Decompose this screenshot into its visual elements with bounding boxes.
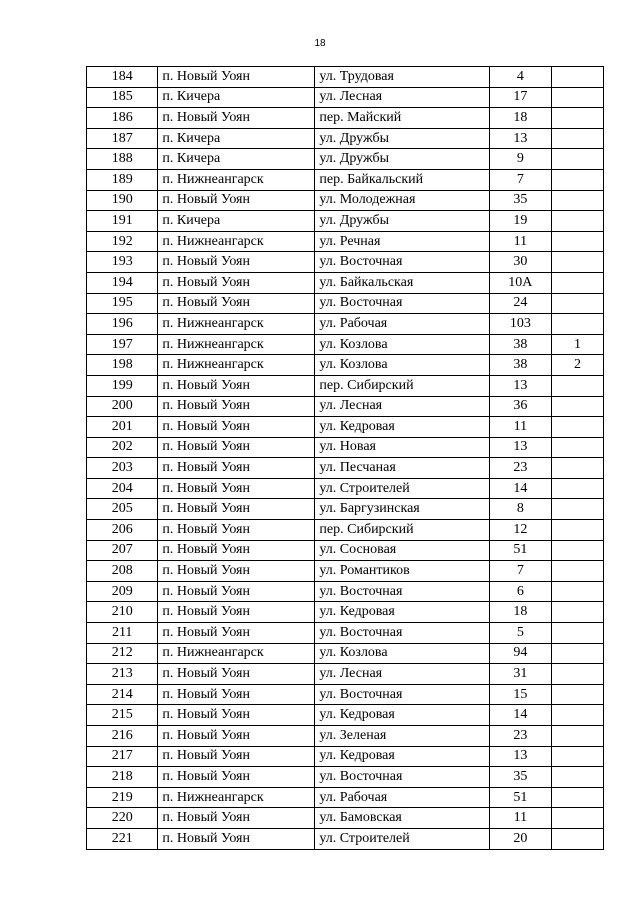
apartment-cell (551, 458, 603, 479)
apartment-cell (551, 314, 603, 335)
table-row (87, 293, 604, 314)
table-row (87, 787, 604, 808)
house-number-cell: 38 (489, 355, 551, 376)
settlement-cell: п. Новый Уоян (158, 375, 315, 396)
street-cell: ул. Восточная (315, 293, 489, 314)
row-number: 184 (87, 67, 158, 88)
settlement-cell: п. Новый Уоян (158, 499, 315, 520)
table-row (87, 767, 604, 788)
settlement-cell: п. Новый Уоян (158, 108, 315, 129)
street-cell: ул. Кедровая (315, 705, 489, 726)
apartment-cell (551, 231, 603, 252)
settlement-cell: п. Новый Уоян (158, 746, 315, 767)
house-number-cell: 11 (489, 808, 551, 829)
apartment-cell (551, 808, 603, 829)
apartment-cell (551, 828, 603, 849)
street-cell: ул. Кедровая (315, 602, 489, 623)
apartment-cell (551, 252, 603, 273)
settlement-cell: п. Нижнеангарск (158, 787, 315, 808)
house-number-cell: 17 (489, 87, 551, 108)
page-number: 18 (314, 38, 326, 49)
street-cell: ул. Рабочая (315, 314, 489, 335)
house-number-cell: 11 (489, 417, 551, 438)
table-row (87, 623, 604, 644)
row-number: 199 (87, 375, 158, 396)
row-number: 215 (87, 705, 158, 726)
street-cell: ул. Строителей (315, 828, 489, 849)
settlement-cell: п. Новый Уоян (158, 767, 315, 788)
street-cell: ул. Козлова (315, 355, 489, 376)
row-number: 212 (87, 643, 158, 664)
street-cell: ул. Кедровая (315, 746, 489, 767)
street-cell: ул. Восточная (315, 623, 489, 644)
house-number-cell: 4 (489, 67, 551, 88)
apartment-cell (551, 540, 603, 561)
house-number-cell: 10А (489, 272, 551, 293)
house-number-cell: 51 (489, 787, 551, 808)
table-row (87, 726, 604, 747)
settlement-cell: п. Новый Уоян (158, 272, 315, 293)
row-number: 197 (87, 334, 158, 355)
settlement-cell: п. Новый Уоян (158, 623, 315, 644)
row-number: 200 (87, 396, 158, 417)
row-number: 214 (87, 684, 158, 705)
table-row (87, 272, 604, 293)
settlement-cell: п. Новый Уоян (158, 252, 315, 273)
house-number-cell: 35 (489, 190, 551, 211)
row-number: 216 (87, 726, 158, 747)
street-cell: ул. Байкальская (315, 272, 489, 293)
house-number-cell: 20 (489, 828, 551, 849)
settlement-cell: п. Кичера (158, 149, 315, 170)
apartment-cell (551, 499, 603, 520)
street-cell: ул. Молодежная (315, 190, 489, 211)
house-number-cell: 8 (489, 499, 551, 520)
table-row (87, 67, 604, 88)
house-number-cell: 11 (489, 231, 551, 252)
table-row (87, 396, 604, 417)
apartment-cell (551, 87, 603, 108)
row-number: 201 (87, 417, 158, 438)
apartment-cell (551, 128, 603, 149)
settlement-cell: п. Новый Уоян (158, 561, 315, 582)
row-number: 188 (87, 149, 158, 170)
street-cell: ул. Дружбы (315, 128, 489, 149)
row-number: 192 (87, 231, 158, 252)
row-number: 217 (87, 746, 158, 767)
house-number-cell: 51 (489, 540, 551, 561)
apartment-cell (551, 561, 603, 582)
street-cell: ул. Лесная (315, 396, 489, 417)
apartment-cell (551, 417, 603, 438)
table-row (87, 643, 604, 664)
table-row (87, 499, 604, 520)
settlement-cell: п. Новый Уоян (158, 664, 315, 685)
settlement-cell: п. Новый Уоян (158, 684, 315, 705)
street-cell: ул. Лесная (315, 664, 489, 685)
row-number: 193 (87, 252, 158, 273)
table-row (87, 190, 604, 211)
address-table-body (87, 67, 604, 850)
house-number-cell: 19 (489, 211, 551, 232)
house-number-cell: 9 (489, 149, 551, 170)
house-number-cell: 30 (489, 252, 551, 273)
street-cell: пер. Сибирский (315, 520, 489, 541)
settlement-cell: п. Новый Уоян (158, 602, 315, 623)
house-number-cell: 35 (489, 767, 551, 788)
street-cell: ул. Трудовая (315, 67, 489, 88)
settlement-cell: п. Новый Уоян (158, 520, 315, 541)
house-number-cell: 7 (489, 169, 551, 190)
settlement-cell: п. Нижнеангарск (158, 169, 315, 190)
apartment-cell (551, 787, 603, 808)
street-cell: ул. Баргузинская (315, 499, 489, 520)
table-row (87, 581, 604, 602)
apartment-cell (551, 375, 603, 396)
settlement-cell: п. Новый Уоян (158, 293, 315, 314)
apartment-cell (551, 190, 603, 211)
street-cell: ул. Зеленая (315, 726, 489, 747)
row-number: 195 (87, 293, 158, 314)
apartment-cell (551, 478, 603, 499)
table-row (87, 314, 604, 335)
table-row (87, 664, 604, 685)
settlement-cell: п. Нижнеангарск (158, 643, 315, 664)
house-number-cell: 14 (489, 705, 551, 726)
house-number-cell: 7 (489, 561, 551, 582)
row-number: 186 (87, 108, 158, 129)
house-number-cell: 6 (489, 581, 551, 602)
house-number-cell: 5 (489, 623, 551, 644)
apartment-cell (551, 767, 603, 788)
settlement-cell: п. Новый Уоян (158, 478, 315, 499)
settlement-cell: п. Нижнеангарск (158, 334, 315, 355)
apartment-cell (551, 396, 603, 417)
apartment-cell (551, 211, 603, 232)
house-number-cell: 23 (489, 458, 551, 479)
street-cell: ул. Романтиков (315, 561, 489, 582)
house-number-cell: 13 (489, 437, 551, 458)
street-cell: ул. Восточная (315, 684, 489, 705)
house-number-cell: 94 (489, 643, 551, 664)
house-number-cell: 24 (489, 293, 551, 314)
apartment-cell (551, 581, 603, 602)
settlement-cell: п. Новый Уоян (158, 417, 315, 438)
settlement-cell: п. Новый Уоян (158, 726, 315, 747)
settlement-cell: п. Новый Уоян (158, 581, 315, 602)
settlement-cell: п. Новый Уоян (158, 808, 315, 829)
street-cell: ул. Восточная (315, 252, 489, 273)
street-cell: ул. Рабочая (315, 787, 489, 808)
table-row (87, 375, 604, 396)
settlement-cell: п. Новый Уоян (158, 396, 315, 417)
street-cell: ул. Строителей (315, 478, 489, 499)
address-table (86, 66, 604, 850)
apartment-cell: 1 (551, 334, 603, 355)
street-cell: ул. Козлова (315, 334, 489, 355)
row-number: 190 (87, 190, 158, 211)
house-number-cell: 18 (489, 108, 551, 129)
settlement-cell: п. Новый Уоян (158, 458, 315, 479)
street-cell: ул. Восточная (315, 767, 489, 788)
street-cell: ул. Дружбы (315, 149, 489, 170)
street-cell: ул. Кедровая (315, 417, 489, 438)
settlement-cell: п. Новый Уоян (158, 190, 315, 211)
row-number: 206 (87, 520, 158, 541)
row-number: 218 (87, 767, 158, 788)
row-number: 202 (87, 437, 158, 458)
table-row (87, 252, 604, 273)
street-cell: ул. Лесная (315, 87, 489, 108)
row-number: 187 (87, 128, 158, 149)
apartment-cell (551, 169, 603, 190)
settlement-cell: п. Нижнеангарск (158, 355, 315, 376)
row-number: 203 (87, 458, 158, 479)
apartment-cell (551, 664, 603, 685)
row-number: 196 (87, 314, 158, 335)
settlement-cell: п. Новый Уоян (158, 540, 315, 561)
street-cell: пер. Байкальский (315, 169, 489, 190)
apartment-cell (551, 746, 603, 767)
row-number: 204 (87, 478, 158, 499)
row-number: 209 (87, 581, 158, 602)
house-number-cell: 36 (489, 396, 551, 417)
house-number-cell: 38 (489, 334, 551, 355)
street-cell: ул. Козлова (315, 643, 489, 664)
apartment-cell (551, 623, 603, 644)
table-row (87, 211, 604, 232)
table-row (87, 478, 604, 499)
street-cell: ул. Речная (315, 231, 489, 252)
apartment-cell (551, 272, 603, 293)
row-number: 208 (87, 561, 158, 582)
settlement-cell: п. Новый Уоян (158, 828, 315, 849)
house-number-cell: 15 (489, 684, 551, 705)
row-number: 210 (87, 602, 158, 623)
row-number: 207 (87, 540, 158, 561)
apartment-cell (551, 520, 603, 541)
row-number: 198 (87, 355, 158, 376)
row-number: 219 (87, 787, 158, 808)
house-number-cell: 13 (489, 746, 551, 767)
table-row (87, 108, 604, 129)
table-row (87, 355, 604, 376)
table-row (87, 458, 604, 479)
apartment-cell (551, 726, 603, 747)
table-row (87, 684, 604, 705)
house-number-cell: 103 (489, 314, 551, 335)
house-number-cell: 23 (489, 726, 551, 747)
row-number: 211 (87, 623, 158, 644)
row-number: 213 (87, 664, 158, 685)
row-number: 221 (87, 828, 158, 849)
apartment-cell (551, 705, 603, 726)
row-number: 194 (87, 272, 158, 293)
apartment-cell (551, 437, 603, 458)
settlement-cell: п. Кичера (158, 128, 315, 149)
row-number: 189 (87, 169, 158, 190)
settlement-cell: п. Новый Уоян (158, 437, 315, 458)
settlement-cell: п. Новый Уоян (158, 67, 315, 88)
settlement-cell: п. Нижнеангарск (158, 231, 315, 252)
settlement-cell: п. Кичера (158, 87, 315, 108)
table-row (87, 231, 604, 252)
street-cell: ул. Сосновая (315, 540, 489, 561)
row-number: 185 (87, 87, 158, 108)
table-row (87, 128, 604, 149)
row-number: 205 (87, 499, 158, 520)
street-cell: ул. Восточная (315, 581, 489, 602)
table-row (87, 437, 604, 458)
apartment-cell (551, 108, 603, 129)
settlement-cell: п. Кичера (158, 211, 315, 232)
street-cell: пер. Сибирский (315, 375, 489, 396)
table-row (87, 334, 604, 355)
house-number-cell: 18 (489, 602, 551, 623)
table-row (87, 149, 604, 170)
table-row (87, 520, 604, 541)
house-number-cell: 12 (489, 520, 551, 541)
apartment-cell (551, 643, 603, 664)
table-row (87, 746, 604, 767)
table-row (87, 417, 604, 438)
apartment-cell (551, 67, 603, 88)
street-cell: ул. Песчаная (315, 458, 489, 479)
settlement-cell: п. Новый Уоян (158, 705, 315, 726)
table-row (87, 828, 604, 849)
apartment-cell: 2 (551, 355, 603, 376)
street-cell: пер. Майский (315, 108, 489, 129)
house-number-cell: 13 (489, 128, 551, 149)
row-number: 220 (87, 808, 158, 829)
house-number-cell: 31 (489, 664, 551, 685)
table-row (87, 808, 604, 829)
apartment-cell (551, 602, 603, 623)
street-cell: ул. Бамовская (315, 808, 489, 829)
table-row (87, 540, 604, 561)
apartment-cell (551, 293, 603, 314)
house-number-cell: 14 (489, 478, 551, 499)
street-cell: ул. Дружбы (315, 211, 489, 232)
table-row (87, 169, 604, 190)
house-number-cell: 13 (489, 375, 551, 396)
street-cell: ул. Новая (315, 437, 489, 458)
settlement-cell: п. Нижнеангарск (158, 314, 315, 335)
table-row (87, 561, 604, 582)
row-number: 191 (87, 211, 158, 232)
apartment-cell (551, 149, 603, 170)
table-row (87, 87, 604, 108)
table-row (87, 705, 604, 726)
apartment-cell (551, 684, 603, 705)
table-row (87, 602, 604, 623)
